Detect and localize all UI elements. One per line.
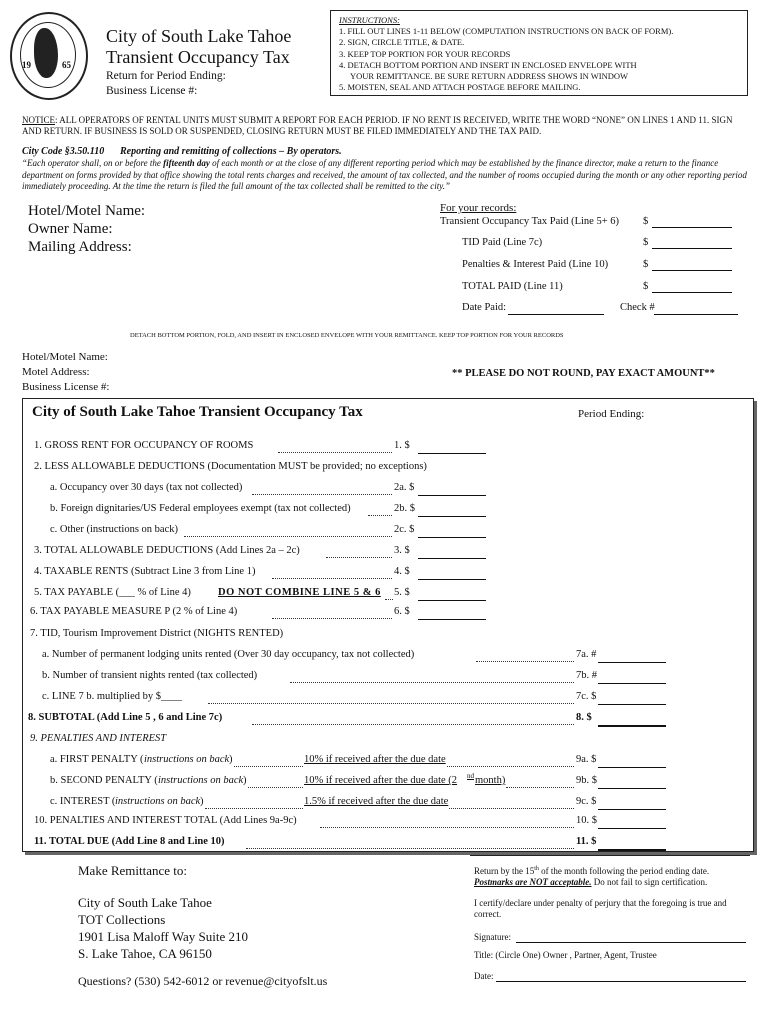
business-license-label: Business License #: xyxy=(106,85,198,97)
line-11-label: 11. TOTAL DUE (Add Line 8 and Line 10) xyxy=(34,836,225,847)
notice xyxy=(22,115,750,137)
instr-3: 3. KEEP TOP PORTION FOR YOUR RECORDS xyxy=(339,48,511,59)
line-6-dots xyxy=(272,618,392,619)
line-9c-instr: instructions on back xyxy=(115,796,201,807)
line-3-label: 3. TOTAL ALLOWABLE DEDUCTIONS (Add Lines 2a – 2c) xyxy=(34,545,300,556)
instr-1: 1. FILL OUT LINES 1-11 BELOW (COMPUTATION INSTRUCTIONS ON BACK OF FORM). xyxy=(339,26,674,37)
stub-labels xyxy=(22,350,109,395)
quote-a: “Each operator shall, on or before the xyxy=(22,158,164,168)
line-5-ref: 5. $ xyxy=(394,587,410,598)
line-2c-ref: 2c. $ xyxy=(394,524,415,535)
line-4-ref: 4. $ xyxy=(394,566,410,577)
line-8-dots xyxy=(252,724,574,725)
remit-street: 1901 Lisa Maloff Way Suite 210 xyxy=(78,929,248,944)
line-9b-month: month) xyxy=(475,775,506,786)
line-9b-sup: nd xyxy=(467,772,474,780)
line-11-field[interactable] xyxy=(598,849,666,851)
date-field[interactable] xyxy=(496,981,746,982)
line-9b-dots xyxy=(248,787,303,788)
line-2b-field[interactable] xyxy=(418,516,486,517)
instr-5: 5. MOISTEN, SEAL AND ATTACH POSTAGE BEFORE MAILING. xyxy=(339,82,581,93)
line-9c-open: c. INTEREST ( xyxy=(50,796,116,807)
line-1-field[interactable] xyxy=(418,453,486,454)
line-9b-instr: instructions on back xyxy=(158,775,244,786)
penalties-paid-dollar: $ xyxy=(643,259,649,270)
records-left xyxy=(28,202,145,256)
line-1-dots xyxy=(278,452,392,453)
remit-label: Make Remittance to: xyxy=(78,863,188,878)
total-paid-dollar: $ xyxy=(643,281,649,292)
line-9c-dots-2 xyxy=(449,808,574,809)
penalties-paid-field[interactable] xyxy=(652,270,732,271)
line-8-label: 8. SUBTOTAL (Add Line 5 , 6 and Line 7c) xyxy=(28,712,223,723)
check-label: Check # xyxy=(620,302,655,313)
city-code-ref: City Code §3.50.110 xyxy=(22,146,105,157)
line-1-ref: 1. $ xyxy=(394,440,410,451)
line-2c-dots xyxy=(184,536,392,537)
quote-b: of each month or at the close of any different reporting period which may be established by the finance director, make a return to the finance department on forms provided by that office showing the total rents charges and received, the amount of tax collected, and the number of rooms occupied during the month or any other reporting period immediately proceeding. At the time the return is filed the full amount of the tax collected shall be remitted to the city.” xyxy=(22,158,747,191)
city-code-quote xyxy=(22,158,750,193)
header-title-2: Transient Occupancy Tax xyxy=(106,47,290,67)
line-2-label: 2. LESS ALLOWABLE DEDUCTIONS (Documentation MUST be provided; no exceptions) xyxy=(34,461,427,472)
date-label: Date: xyxy=(474,971,494,981)
cert-top-rule xyxy=(470,855,750,856)
line-2c-field[interactable] xyxy=(418,537,486,538)
tot-paid-field[interactable] xyxy=(652,227,732,228)
form-period-label: Period Ending: xyxy=(578,408,645,420)
line-10-label: 10. PENALTIES AND INTEREST TOTAL (Add Lines 9a-9c) xyxy=(34,815,297,826)
line-8-ref: 8. $ xyxy=(576,712,592,723)
title-circle: Title: (Circle One) Owner , Partner, Agent, Trustee xyxy=(474,950,657,960)
line-11-dots xyxy=(246,848,574,849)
notice-text: : ALL OPERATORS OF RENTAL UNITS MUST SUBMIT A REPORT FOR EACH PERIOD. IF NO RENT IS RECEIVED, WRITE THE WORD “NONE” ON LINES 1 AND 11. SIGN AND RETURN. IF BUSINESS IS SOLD OR SUSPENDED, CLOSING RETURN MUST BE FILED IMMEDIATELY AND THE TAX PAID. xyxy=(22,115,733,136)
return-by xyxy=(474,864,752,888)
period-ending-label: Return for Period Ending: xyxy=(106,70,226,82)
line-9a-field[interactable] xyxy=(598,767,666,768)
line-2b-label: b. Foreign dignitaries/US Federal employees exempt (tax not collected) xyxy=(50,503,351,514)
line-9c-field[interactable] xyxy=(598,809,666,810)
tot-paid-dollar: $ xyxy=(643,216,649,227)
certify-text: I certify/declare under penalty of perjury that the foregoing is true and correct. xyxy=(474,898,727,919)
stub-license-label: Business License #: xyxy=(22,381,110,393)
mailing-address-label: Mailing Address: xyxy=(28,239,132,255)
line-9a-dots xyxy=(234,766,303,767)
line-7c-label: c. LINE 7 b. multiplied by $____ xyxy=(42,691,182,702)
line-4-label: 4. TAXABLE RENTS (Subtract Line 3 from Line 1) xyxy=(34,566,256,577)
line-7b-ref: 7b. # xyxy=(576,670,597,681)
total-paid-field[interactable] xyxy=(652,292,732,293)
remit-dept: TOT Collections xyxy=(78,912,166,927)
line-6-field[interactable] xyxy=(418,619,486,620)
line-9c-dots xyxy=(205,808,303,809)
line-9a-rule: 10% if received after the due date xyxy=(304,754,446,765)
line-2c-label: c. Other (instructions on back) xyxy=(50,524,179,535)
date-paid-field[interactable] xyxy=(508,314,604,315)
line-7a-dots xyxy=(476,661,574,662)
line-2a-label: a. Occupancy over 30 days (tax not collected) xyxy=(50,482,243,493)
postmark-b: Do not fail to sign certification. xyxy=(591,877,708,887)
line-7b-dots xyxy=(290,682,574,683)
total-paid-label: TOTAL PAID (Line 11) xyxy=(462,281,563,292)
no-round-notice: ** PLEASE DO NOT ROUND, PAY EXACT AMOUNT** xyxy=(452,368,715,379)
line-5-dots xyxy=(385,599,393,600)
instructions-box xyxy=(330,10,748,96)
for-records-heading: For your records: xyxy=(440,202,517,214)
line-10-ref: 10. $ xyxy=(576,815,597,826)
line-7c-field[interactable] xyxy=(598,704,666,705)
header-title-1: City of South Lake Tahoe xyxy=(106,26,292,46)
line-2b-dots xyxy=(368,515,392,516)
quote-bold: fifteenth day xyxy=(163,158,210,168)
owner-name-label: Owner Name: xyxy=(28,221,113,237)
seal-year-left: 19 xyxy=(22,60,31,70)
return-a: Return by the 15 xyxy=(474,866,535,876)
line-6-ref: 6. $ xyxy=(394,606,410,617)
line-7b-field[interactable] xyxy=(598,683,666,684)
line-7c-ref: 7c. $ xyxy=(576,691,597,702)
detach-instructions: DETACH BOTTOM PORTION, FOLD, AND INSERT IN ENCLOSED ENVELOPE WITH YOUR REMITTANCE. KEEP TOP PORTION FOR YOUR RECORDS xyxy=(130,332,564,339)
line-11-ref: 11. $ xyxy=(576,836,597,847)
line-10-dots xyxy=(320,827,574,828)
instr-2: 2. SIGN, CIRCLE TITLE, & DATE. xyxy=(339,37,465,48)
postmark-warning: Postmarks are NOT acceptable. xyxy=(474,877,592,887)
notice-label: NOTICE xyxy=(22,115,55,125)
line-9c-rule: 1.5% if received after the due date xyxy=(304,796,449,807)
return-sup: th xyxy=(534,866,539,872)
line-3-field[interactable] xyxy=(418,558,486,559)
tid-paid-dollar: $ xyxy=(643,237,649,248)
line-3-dots xyxy=(326,557,392,558)
date-paid-label: Date Paid: xyxy=(462,302,507,313)
line-8-field[interactable] xyxy=(598,725,666,727)
return-b: of the month following the period ending date. xyxy=(538,866,710,876)
line-4-dots xyxy=(272,578,392,579)
line-2b-ref: 2b. $ xyxy=(394,503,415,514)
line-2a-field[interactable] xyxy=(418,495,486,496)
line-9a-open: a. FIRST PENALTY ( xyxy=(50,754,144,765)
tid-paid-label: TID Paid (Line 7c) xyxy=(462,237,543,248)
penalties-paid-label: Penalties & Interest Paid (Line 10) xyxy=(462,259,609,270)
line-9a-close: ) xyxy=(229,754,233,765)
line-9b-field[interactable] xyxy=(598,788,666,789)
line-9-label: 9. PENALTIES AND INTEREST xyxy=(30,733,167,744)
line-5-warning: DO NOT COMBINE LINE 5 & 6 xyxy=(218,587,381,598)
line-9a-ref: 9a. $ xyxy=(576,754,597,765)
remit-name: City of South Lake Tahoe xyxy=(78,895,212,910)
questions-contact: Questions? (530) 542-6012 or revenue@cityofslt.us xyxy=(78,974,328,988)
line-7-label: 7. TID, Tourism Improvement District (NIGHTS RENTED) xyxy=(30,628,284,639)
line-3-ref: 3. $ xyxy=(394,545,410,556)
form-title: City of South Lake Tahoe Transient Occupancy Tax xyxy=(32,404,363,420)
line-1-label: 1. GROSS RENT FOR OCCUPANCY OF ROOMS xyxy=(34,440,254,451)
signature-label: Signature: xyxy=(474,932,511,942)
line-4-field[interactable] xyxy=(418,579,486,580)
stub-address-label: Motel Address: xyxy=(22,366,90,378)
line-7a-label: a. Number of permanent lodging units rented (Over 30 day occupancy, tax not collected) xyxy=(42,649,415,660)
line-9b-ref: 9b. $ xyxy=(576,775,597,786)
line-9b-close: ) xyxy=(243,775,247,786)
line-7a-field[interactable] xyxy=(598,662,666,663)
instr-4: 4. DETACH BOTTOM PORTION AND INSERT IN ENCLOSED ENVELOPE WITH xyxy=(339,59,637,70)
line-2a-ref: 2a. $ xyxy=(394,482,415,493)
stub-hotel-label: Hotel/Motel Name: xyxy=(22,351,108,363)
seal-year-right: 65 xyxy=(62,60,71,70)
line-5-field[interactable] xyxy=(418,600,486,601)
line-9b-dots-2 xyxy=(506,787,574,788)
line-6-label: 6. TAX PAYABLE MEASURE P (2 % of Line 4) xyxy=(30,606,238,617)
hotel-name-label: Hotel/Motel Name: xyxy=(28,203,146,219)
line-9a-dots-2 xyxy=(447,766,574,767)
line-7b-label: b. Number of transient nights rented (tax collected) xyxy=(42,670,258,681)
line-9c-ref: 9c. $ xyxy=(576,796,597,807)
line-5-label: 5. TAX PAYABLE (___ % of Line 4) xyxy=(34,587,191,598)
line-10-field[interactable] xyxy=(598,828,666,829)
line-7a-ref: 7a. # xyxy=(576,649,597,660)
city-code-heading: Reporting and remitting of collections – By operators. xyxy=(120,146,342,157)
line-2a-dots xyxy=(252,494,392,495)
instr-4b: YOUR REMITTANCE. BE SURE RETURN ADDRESS SHOWS IN WINDOW xyxy=(350,71,629,82)
check-field[interactable] xyxy=(654,314,738,315)
instructions-heading: INSTRUCTIONS: xyxy=(339,15,400,25)
line-7c-dots xyxy=(208,703,574,704)
line-9c-close: ) xyxy=(200,796,204,807)
tid-paid-field[interactable] xyxy=(652,248,732,249)
line-9a-instr: instructions on back xyxy=(144,754,230,765)
tot-paid-label: Transient Occupancy Tax Paid (Line 5+ 6) xyxy=(440,216,619,227)
line-9b-rule: 10% if received after the due date (2 xyxy=(304,775,458,786)
line-9b-open: b. SECOND PENALTY ( xyxy=(50,775,158,786)
signature-field[interactable] xyxy=(516,942,746,943)
remit-city: S. Lake Tahoe, CA 96150 xyxy=(78,946,212,961)
